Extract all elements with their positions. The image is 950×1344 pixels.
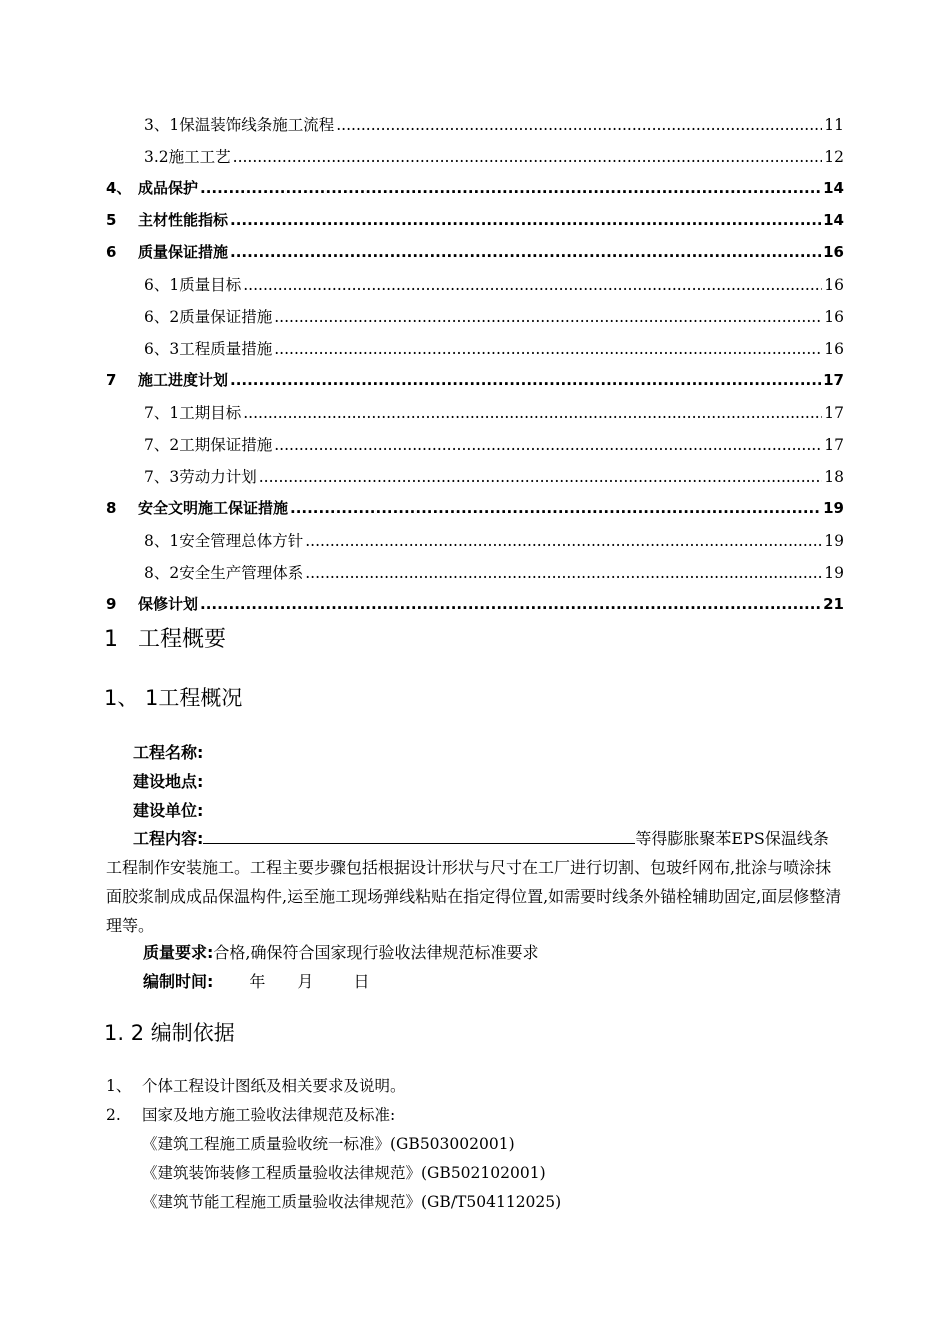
toc-page-number: 18 [824,468,844,486]
section-title: 工程概要 [138,627,227,652]
toc-entry[interactable] [106,433,844,465]
toc-entry[interactable] [106,273,844,305]
toc-page-number: 17 [824,436,844,454]
toc-entry-number: 6 [106,243,117,261]
toc-page-number: 19 [823,499,844,517]
toc-entry-number: 4、 [106,179,132,197]
toc-entry-title: 6、1质量目标 [144,276,242,294]
standard-item: 《建筑工程施工质量验收统一标准》(GB503002001) [142,1135,515,1153]
toc-entry-title: 7、2工期保证措施 [144,436,273,454]
basis-item [106,1103,846,1132]
toc-entry-title: 质量保证措施 [138,243,229,261]
toc-dot-leader [305,564,822,582]
toc-dot-leader [243,276,822,294]
location-row [133,769,203,792]
toc-page-number: 19 [824,532,844,550]
table-of-contents [106,113,844,625]
toc-entry-title: 7、1工期目标 [144,404,242,422]
toc-entry[interactable] [106,561,844,593]
owner-row [133,798,203,821]
toc-entry[interactable] [106,401,844,433]
basis-item [106,1074,846,1103]
content-blank-line [203,827,635,844]
section-number: 1 [104,627,118,652]
toc-entry[interactable] [106,113,844,145]
compile-time-row [143,969,369,992]
toc-dot-leader [290,499,821,517]
toc-entry[interactable] [106,369,844,401]
toc-page-number: 17 [823,371,844,389]
toc-entry[interactable] [106,529,844,561]
toc-dot-leader [259,468,823,486]
toc-dot-leader [200,595,821,613]
toc-page-number: 21 [823,595,844,613]
owner-label: 建设单位: [133,801,204,820]
project-content-paragraph [106,824,842,940]
toc-entry-title: 成品保护 [138,179,199,197]
toc-entry-number: 5 [106,211,117,229]
toc-dot-leader [274,436,822,454]
toc-entry-title: 主材性能指标 [138,211,229,229]
toc-entry-number: 9 [106,595,117,613]
toc-entry-title: 3.2施工工艺 [144,148,231,166]
compile-time-label: 编制时间: [143,972,214,991]
toc-dot-leader [230,211,821,229]
toc-entry[interactable] [106,305,844,337]
project-name-row [133,740,203,763]
toc-entry-number: 7 [106,371,117,389]
toc-entry-title: 3、1保温装饰线条施工流程 [144,116,335,134]
basis-item-text: 国家及地方施工验收法律规范及标准: [142,1106,396,1124]
day-text: 日 [353,972,370,991]
toc-dot-leader [230,243,821,261]
content-text: 等得膨胀聚苯EPS保温线条工程制作安装施工。工程主要步骤包括根据设计形状与尺寸在工厂进行切割、包玻纤网布,批涂与喷涂抹面胶浆制成成品保温构件,运至施工现场弹线粘贴在指定得位置,如需要时线条外锚栓辅助固定,面层修整清理等。 [106,829,842,935]
basis-list [106,1074,846,1219]
toc-entry-title: 8、2安全生产管理体系 [144,564,304,582]
toc-entry[interactable] [106,209,844,241]
month-text: 月 [297,972,314,991]
quality-label: 质量要求: [143,943,214,962]
toc-page-number: 16 [824,340,844,358]
toc-dot-leader [305,532,822,550]
toc-page-number: 14 [823,211,844,229]
toc-page-number: 11 [824,116,844,134]
toc-dot-leader [274,308,822,326]
toc-entry[interactable] [106,465,844,497]
toc-entry[interactable] [106,337,844,369]
toc-page-number: 17 [824,404,844,422]
toc-dot-leader [336,116,822,134]
toc-dot-leader [274,340,822,358]
toc-entry[interactable] [106,497,844,529]
toc-dot-leader [243,404,822,422]
project-name-label: 工程名称: [133,743,204,762]
toc-page-number: 12 [824,148,844,166]
toc-entry-title: 7、3劳动力计划 [144,468,257,486]
year-text: 年 [249,972,266,991]
quality-row [143,940,539,963]
basis-item-text: 个体工程设计图纸及相关要求及说明。 [142,1077,406,1095]
toc-entry-title: 安全文明施工保证措施 [138,499,289,517]
toc-entry[interactable] [106,145,844,177]
toc-dot-leader [233,148,823,166]
toc-dot-leader [230,371,821,389]
location-label: 建设地点: [133,772,204,791]
basis-item-number: 2. [106,1106,121,1124]
toc-page-number: 14 [823,179,844,197]
toc-entry[interactable] [106,177,844,209]
quality-text: 合格,确保符合国家现行验收法律规范标准要求 [213,943,539,962]
toc-page-number: 19 [824,564,844,582]
toc-page-number: 16 [823,243,844,261]
toc-entry-title: 6、3工程质量措施 [144,340,273,358]
toc-entry-number: 8 [106,499,117,517]
toc-page-number: 16 [824,276,844,294]
standard-item: 《建筑装饰装修工程质量验收法律规范》(GB502102001) [142,1164,546,1182]
toc-page-number: 16 [824,308,844,326]
toc-entry-title: 施工进度计划 [138,371,229,389]
toc-entry[interactable] [106,241,844,273]
toc-entry-title: 6、2质量保证措施 [144,308,273,326]
toc-entry-title: 8、1安全管理总体方针 [144,532,304,550]
toc-entry-title: 保修计划 [138,595,199,613]
content-label: 工程内容: [133,829,204,848]
toc-entry[interactable] [106,593,844,625]
section-heading-1 [104,622,226,653]
section-heading-1-1: 1、 1工程概况 [104,686,243,710]
section-heading-1-2: 1. 2 编制依据 [104,1021,235,1045]
toc-dot-leader [200,179,821,197]
basis-item-number: 1、 [106,1077,132,1095]
standard-item: 《建筑节能工程施工质量验收法律规范》(GB/T504112025) [142,1193,562,1211]
